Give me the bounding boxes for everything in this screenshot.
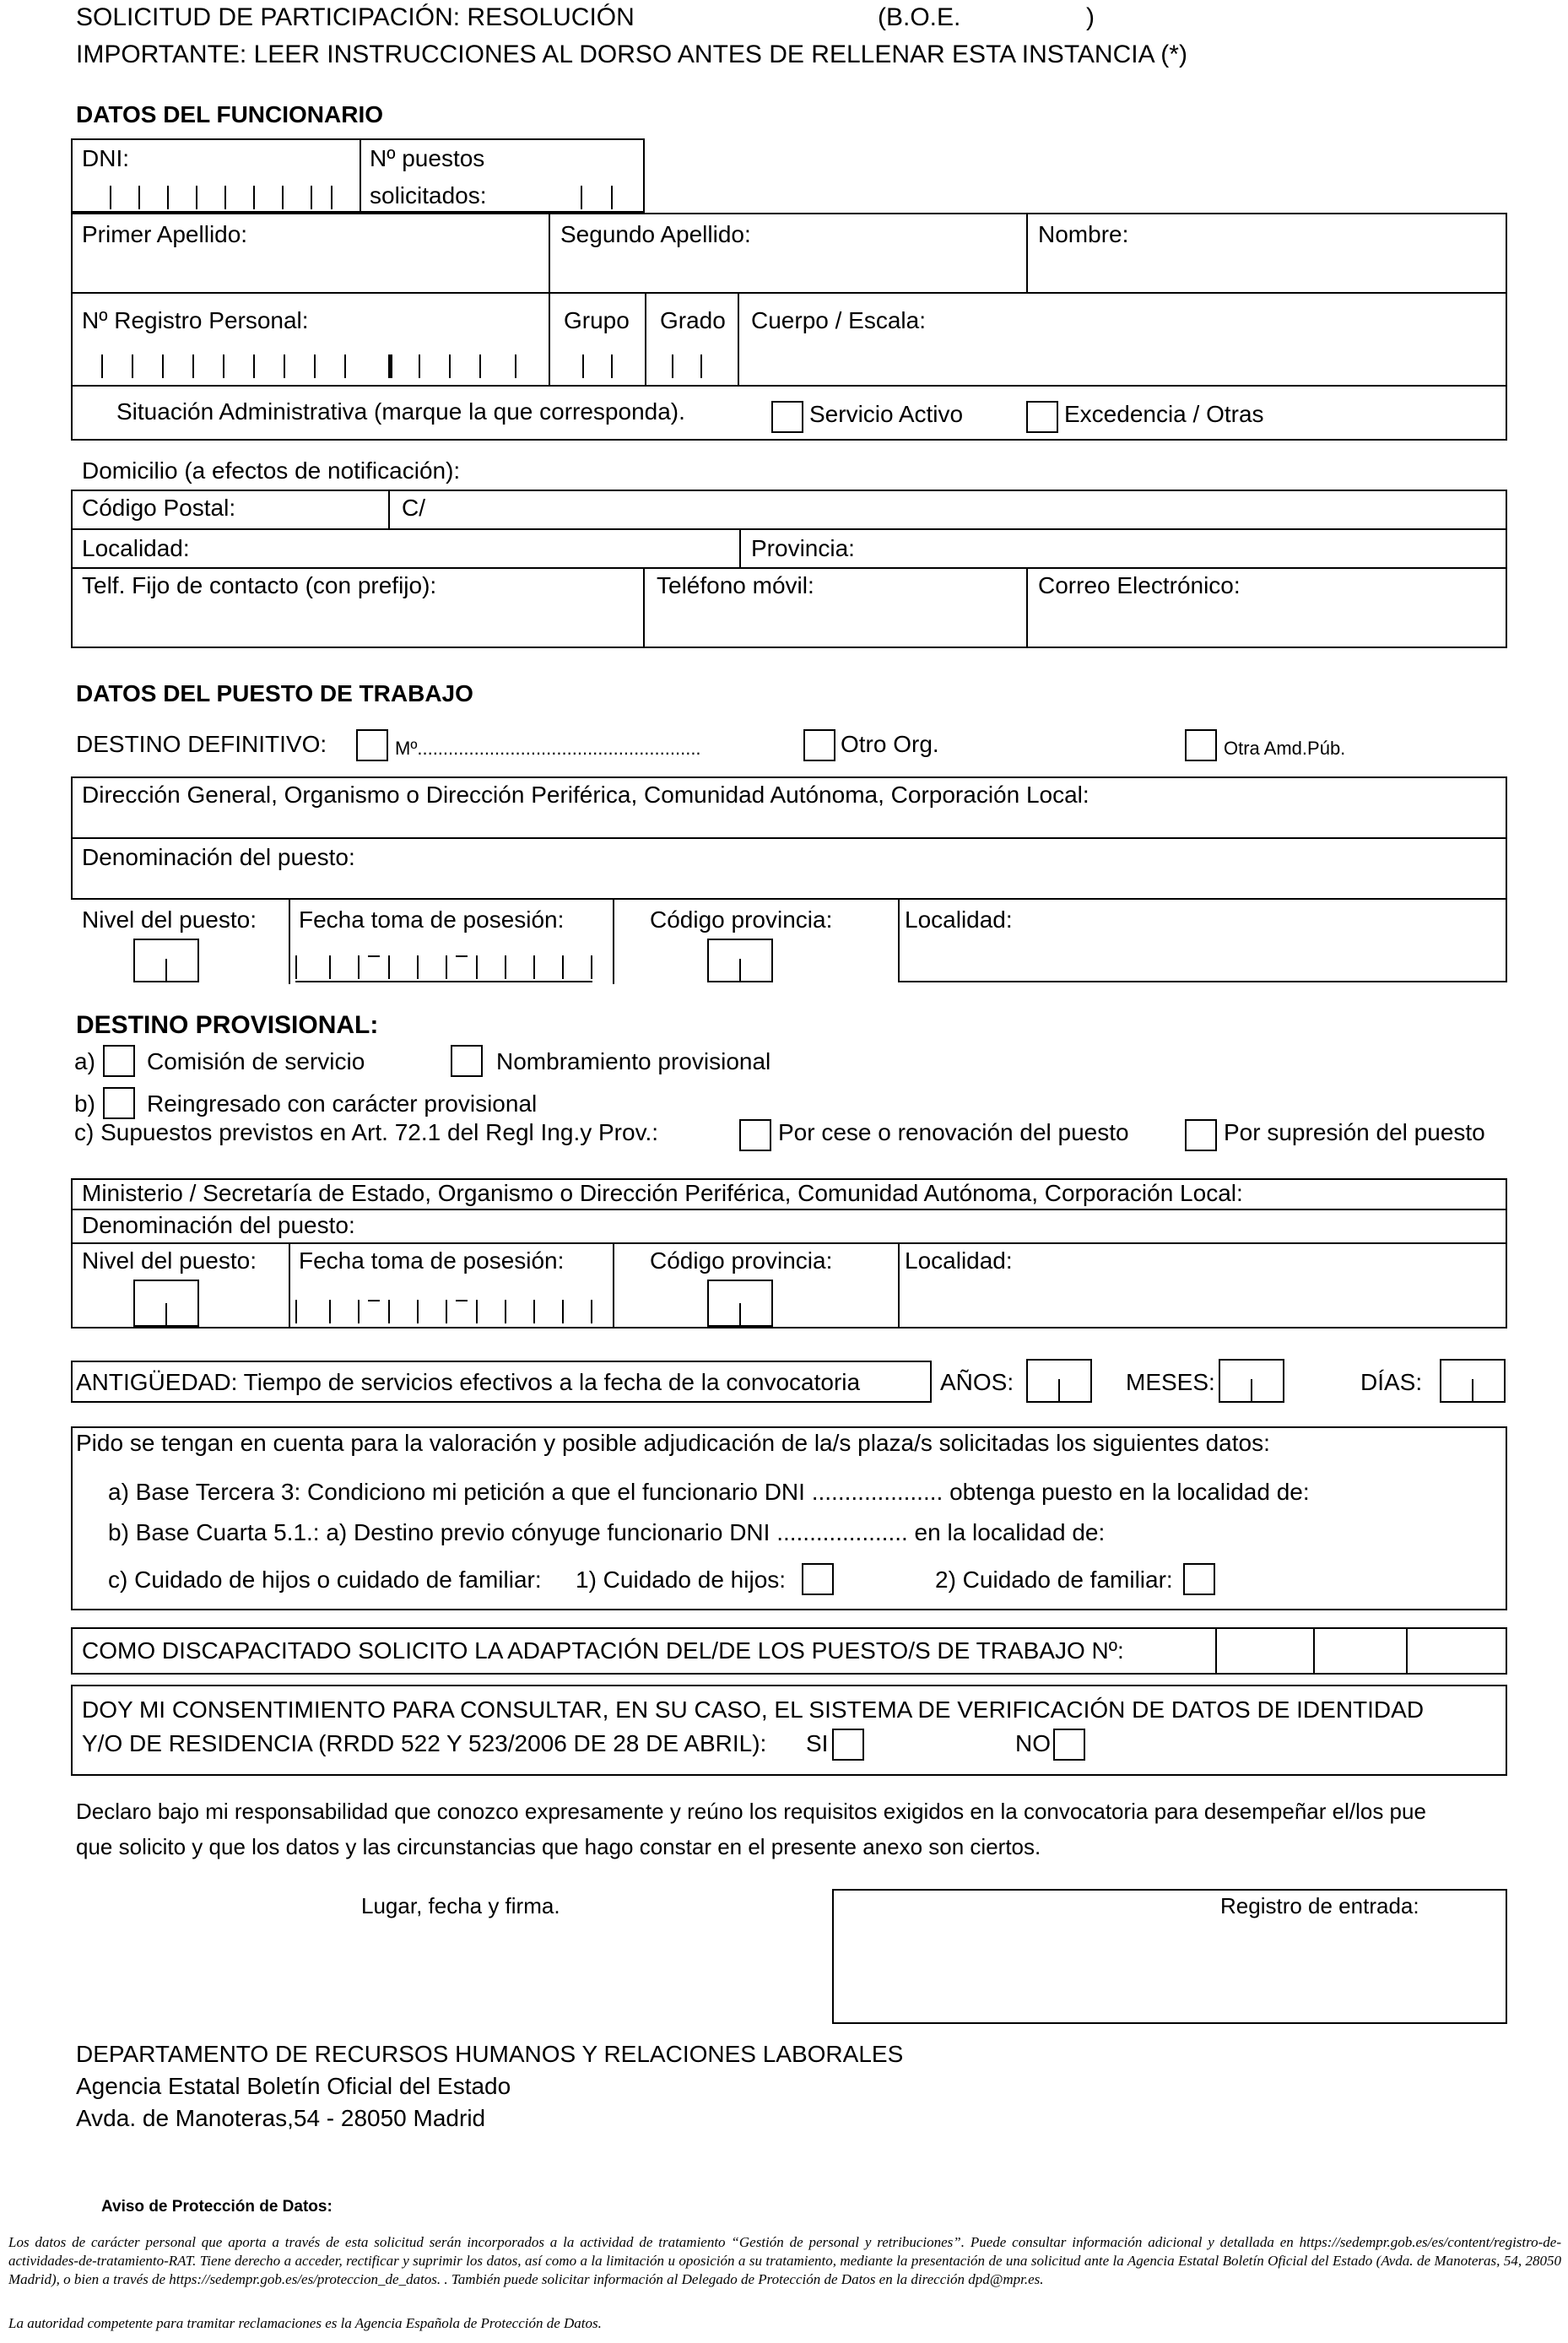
ministerio-checkbox[interactable] (356, 729, 388, 761)
correo-electronico-field[interactable]: Correo Electrónico: (1038, 572, 1241, 598)
cuidado-hijos-label: 1) Cuidado de hijos: (576, 1567, 787, 1593)
form-title: SOLICITUD DE PARTICIPACIÓN: RESOLUCIÓN (76, 3, 635, 31)
ministerio-secretaria-field[interactable]: Ministerio / Secretaría de Estado, Organismo o Dirección Periférica, Comunidad Autónoma, Corporación Local: (82, 1180, 1243, 1206)
opcion-a-label: a) (74, 1048, 95, 1074)
direccion-general-label: Dirección General, Organismo o Dirección Periférica, Comunidad Autónoma, Corporación Local: (82, 782, 1089, 808)
servicio-activo-checkbox[interactable] (771, 401, 803, 433)
destinatario-departamento: DEPARTAMENTO DE RECURSOS HUMANOS Y RELACIONES LABORALES (76, 2041, 904, 2067)
destino-definitivo-label: DESTINO DEFINITIVO: (76, 731, 327, 757)
ministerio-label: Mº....................................................... (395, 738, 701, 759)
nombramiento-provisional-label: Nombramiento provisional (496, 1048, 771, 1074)
consentimiento-line2: Y/O DE RESIDENCIA (RRDD 522 Y 523/2006 DE 28 DE ABRIL): (82, 1730, 767, 1756)
reingresado-checkbox[interactable] (103, 1087, 135, 1119)
declaracion-line1: Declaro bajo mi responsabilidad que conozco expresamente y reúno los requisitos exigidos en la convocatoria para desempeñar el/los pue (76, 1799, 1426, 1824)
codigo-provincia-label: Código provincia: (650, 906, 833, 933)
servicio-activo-label: Servicio Activo (809, 401, 964, 427)
calle-field[interactable]: C/ (402, 495, 425, 521)
por-cese-label: Por cese o renovación del puesto (778, 1119, 1129, 1145)
nombre-field[interactable]: Nombre: (1038, 221, 1129, 247)
telefono-fijo-field[interactable]: Telf. Fijo de contacto (con prefijo): (82, 572, 437, 598)
meses-label: MESES: (1126, 1369, 1215, 1395)
destinatario-agencia: Agencia Estatal Boletín Oficial del Estado (76, 2073, 511, 2099)
reingresado-label: Reingresado con carácter provisional (147, 1090, 538, 1117)
otro-org-label: Otro Org. (841, 731, 939, 757)
grado-label: Grado (660, 307, 726, 333)
no-label: NO (1015, 1730, 1051, 1756)
cuerpo-escala-field[interactable]: Cuerpo / Escala: (751, 307, 926, 333)
fecha-posesion-label: Fecha toma de posesión: (299, 906, 565, 933)
telefono-movil-field[interactable]: Teléfono móvil: (657, 572, 814, 598)
por-supresion-label: Por supresión del puesto (1224, 1119, 1485, 1145)
proteccion-datos-text: Los datos de carácter personal que aporta a través de esta solicitud serán incorporados a la actividad de tratamiento “Gestión de personal y retribuciones”. Puede consultar información adicional y detallada en https://sedempr.gob.es/es/content/registro-de-actividades-de-tratamiento-RAT. Tiene derecho a acceder, rectificar y suprimir los datos, así como a la limitación u oposición a su tratamiento, mediante la presentación de una solicitud ante la Agencia Estatal Boletín Oficial del Estado (Avda. de Manoteras, 54, 28050 Madrid), o bien a través de https://sedempr.gob.es/es/proteccion_de_datos. . También puede solicitar información al Delegado de Protección de Datos en la dirección dpd@mpr.es. (8, 2234, 1561, 2287)
discapacitado-label: COMO DISCAPACITADO SOLICITO LA ADAPTACIÓN DEL/DE LOS PUESTO/S DE TRABAJO Nº: (82, 1637, 1124, 1664)
denominacion-provisional-field[interactable]: Denominación del puesto: (82, 1212, 355, 1238)
fecha-provisional-input[interactable] (295, 1300, 613, 1328)
grupo-input[interactable] (582, 354, 616, 380)
lugar-fecha-firma: Lugar, fecha y firma. (361, 1893, 560, 1918)
section-title-provisional: DESTINO PROVISIONAL: (76, 1011, 379, 1039)
provincia-field[interactable]: Provincia: (751, 535, 855, 561)
localidad-field[interactable]: Localidad: (82, 535, 190, 561)
consentimiento-line1: DOY MI CONSENTIMIENTO PARA CONSULTAR, EN SU CASO, EL SISTEMA DE VERIFICACIÓN DE DATOS DE IDENTIDAD (82, 1696, 1425, 1723)
antiguedad-label: ANTIGÜEDAD: Tiempo de servicios efectivos a la fecha de la convocatoria (76, 1369, 861, 1395)
fecha-posesion-input[interactable] (295, 955, 613, 984)
puesto-adaptacion-input-2[interactable] (1315, 1629, 1404, 1673)
por-supresion-checkbox[interactable] (1185, 1119, 1217, 1151)
nivel-puesto-label: Nivel del puesto: (82, 906, 257, 933)
domicilio-label: Domicilio (a efectos de notificación): (82, 457, 461, 484)
dni-input[interactable] (110, 186, 338, 211)
valoracion-b: b) Base Cuarta 5.1.: a) Destino previo cónyuge funcionario DNI .................... en la localidad de: (108, 1519, 1106, 1545)
valoracion-a: a) Base Tercera 3: Condiciono mi petición a que el funcionario DNI .................... obtenga puesto en la localidad de: (108, 1479, 1310, 1505)
otro-org-checkbox[interactable] (803, 729, 835, 761)
puesto-adaptacion-input-1[interactable] (1217, 1629, 1311, 1673)
grupo-label: Grupo (564, 307, 630, 333)
no-checkbox[interactable] (1053, 1729, 1085, 1761)
codigo-postal-field[interactable]: Código Postal: (82, 495, 236, 521)
puestos-input[interactable] (581, 186, 614, 211)
primer-apellido-field[interactable]: Primer Apellido: (82, 221, 248, 247)
cuidado-hijos-checkbox[interactable] (802, 1563, 834, 1595)
opcion-c-label: c) Supuestos previstos en Art. 72.1 del Regl Ing.y Prov.: (74, 1119, 659, 1145)
registro-personal-input[interactable] (101, 354, 523, 380)
denominacion-puesto-label: Denominación del puesto: (82, 844, 355, 870)
situacion-label: Situación Administrativa (marque la que corresponda). (116, 398, 685, 425)
nombramiento-provisional-checkbox[interactable] (451, 1045, 483, 1077)
opcion-b-label: b) (74, 1090, 95, 1117)
segundo-apellido-field[interactable]: Segundo Apellido: (560, 221, 751, 247)
grado-input[interactable] (672, 354, 706, 380)
localidad-provisional-field[interactable]: Localidad: (905, 1247, 1013, 1274)
valoracion-c: c) Cuidado de hijos o cuidado de familiar: (108, 1567, 542, 1593)
excedencia-checkbox[interactable] (1026, 401, 1058, 433)
boe-close: ) (1086, 3, 1095, 31)
anos-label: AÑOS: (940, 1369, 1014, 1395)
dias-label: DÍAS: (1360, 1369, 1423, 1395)
registro-personal-label: Nº Registro Personal: (82, 307, 309, 333)
otra-amd-label: Otra Amd.Púb. (1224, 738, 1346, 759)
valoracion-intro: Pido se tengan en cuenta para la valoración y posible adjudicación de la/s plaza/s solicitadas los siguientes datos: (76, 1430, 1270, 1456)
localidad-puesto-label[interactable]: Localidad: (905, 906, 1013, 933)
puestos-label-2: solicitados: (370, 182, 487, 208)
cuidado-familiar-label: 2) Cuidado de familiar: (935, 1567, 1173, 1593)
si-checkbox[interactable] (832, 1729, 864, 1761)
puesto-adaptacion-input-3[interactable] (1408, 1629, 1506, 1673)
por-cese-checkbox[interactable] (739, 1119, 771, 1151)
section-title-funcionario: DATOS DEL FUNCIONARIO (76, 101, 384, 127)
puestos-label-1: Nº puestos (370, 145, 485, 171)
destinatario-direccion: Avda. de Manoteras,54 - 28050 Madrid (76, 2105, 486, 2131)
domicilio-box (71, 490, 1507, 648)
autoridad-competente: La autoridad competente para tramitar reclamaciones es la Agencia Española de Protección de Datos. (8, 2315, 602, 2331)
section-title-puesto: DATOS DEL PUESTO DE TRABAJO (76, 680, 473, 706)
boe-label: (B.O.E. (878, 3, 961, 31)
si-label: SI (806, 1730, 829, 1756)
codigo-provincia-provisional-label: Código provincia: (650, 1247, 833, 1274)
otra-amd-checkbox[interactable] (1185, 729, 1217, 761)
cuidado-familiar-checkbox[interactable] (1183, 1563, 1215, 1595)
comision-servicio-label: Comisión de servicio (147, 1048, 365, 1074)
declaracion-line2: que solicito y que los datos y las circunstancias que hago constar en el presente anexo son ciertos. (76, 1834, 1041, 1859)
proteccion-datos-title: Aviso de Protección de Datos: (101, 2198, 333, 2216)
registro-entrada-label: Registro de entrada: (1220, 1893, 1419, 1918)
comision-servicio-checkbox[interactable] (103, 1045, 135, 1077)
important-notice: IMPORTANTE: LEER INSTRUCCIONES AL DORSO ANTES DE RELLENAR ESTA INSTANCIA (*) (76, 41, 1187, 68)
dni-label: DNI: (82, 145, 129, 171)
excedencia-label: Excedencia / Otras (1064, 401, 1264, 427)
nivel-provisional-label: Nivel del puesto: (82, 1247, 257, 1274)
fecha-provisional-label: Fecha toma de posesión: (299, 1247, 565, 1274)
